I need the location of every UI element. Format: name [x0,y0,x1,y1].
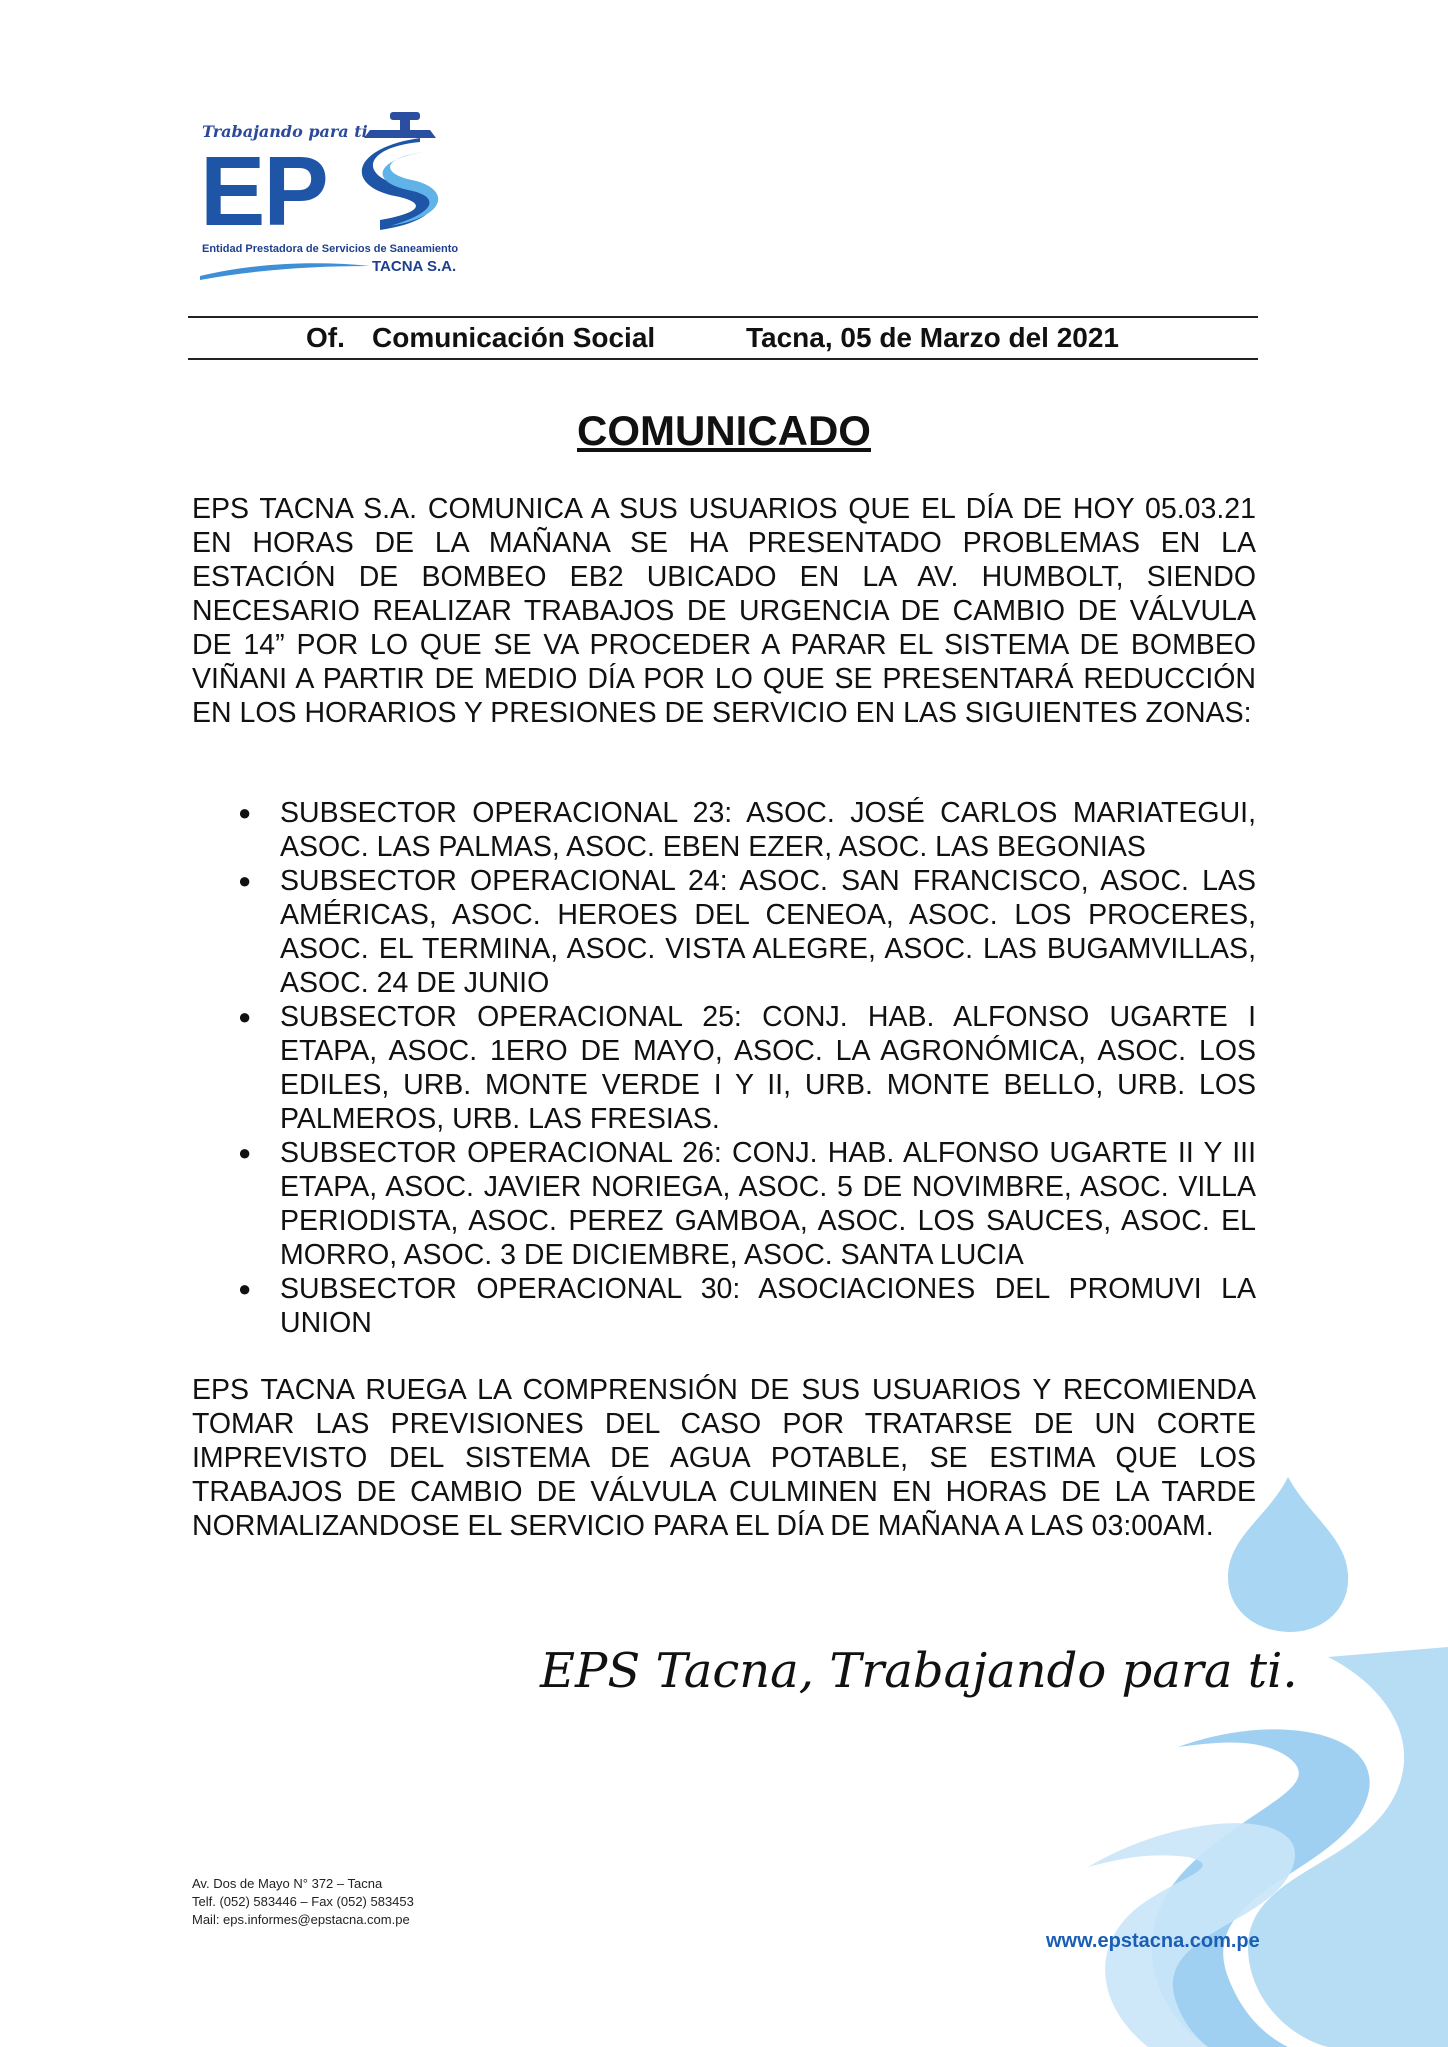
logo-tagline: Trabajando para ti [202,122,368,141]
logo-mark: EP [200,136,327,246]
list-item [192,796,1256,864]
bullet-icon: ● [238,1004,252,1029]
page-title: COMUNICADO [577,407,871,454]
logo-company: TACNA S.A. [372,258,457,275]
list-item [192,1000,1256,1136]
zone-text: SUBSECTOR OPERACIONAL 30: ASOCIACIONES DEL PROMUVI LA UNION [280,1273,1256,1339]
department: Comunicación Social [372,322,656,353]
footer-contact [192,1875,414,1929]
list-item [192,1272,1256,1340]
zones-list [192,796,1256,1340]
intro-paragraph: EPS TACNA S.A. COMUNICA A SUS USUARIOS QUE EL DÍA DE HOY 05.03.21 EN HORAS DE LA MAÑANA SE HA PRESENTADO PROBLEMAS EN LA ESTACIÓN DE BOMBEO EB2 UBICADO EN LA AV. HUMBOLT, SIENDO NECESARIO REALIZAR TRABAJOS DE URGENCIA DE CAMBIO DE VÁLVULA DE 14” POR LO QUE SE VA PROCEDER A PARAR EL SISTEMA DE BOMBEO VIÑANI A PARTIR DE MEDIO DÍA POR LO QUE SE PRESENTARÁ REDUCCIÓN EN LOS HORARIOS Y PRESIONES DE SERVICIO EN LAS SIGUIENTES ZONAS: [192,493,1256,729]
zone-text: SUBSECTOR OPERACIONAL 23: ASOC. JOSÉ CARLOS MARIATEGUI, ASOC. LAS PALMAS, ASOC. EBEN EZER, ASOC. LAS BEGONIAS [280,797,1256,863]
bullet-icon: ● [238,868,252,893]
office-label: Of. [306,322,345,353]
zone-text: SUBSECTOR OPERACIONAL 25: CONJ. HAB. ALFONSO UGARTE I ETAPA, ASOC. 1ERO DE MAYO, ASOC. LA AGRONÓMICA, ASOC. LOS EDILES, URB. MONTE VERDE I Y II, URB. MONTE BELLO, URB. LOS PALMEROS, URB. LAS FRESIAS. [280,1001,1256,1135]
faucet-s-icon [350,108,460,238]
footer-address: Av. Dos de Mayo N° 372 – Tacna [192,1876,383,1891]
logo-subtitle: Entidad Prestadora de Servicios de Saneamiento [202,243,459,255]
closing-paragraph: EPS TACNA RUEGA LA COMPRENSIÓN DE SUS USUARIOS Y RECOMIENDA TOMAR LAS PREVISIONES DEL CASO POR TRATARSE DE UN CORTE IMPREVISTO DEL SISTEMA DE AGUA POTABLE, SE ESTIMA QUE LOS TRABAJOS DE CAMBIO DE VÁLVULA CULMINEN EN HORAS DE LA TARDE NORMALIZANDOSE EL SERVICIO PARA EL DÍA DE MAÑANA A LAS 03:00AM. [192,1374,1256,1542]
list-item [192,864,1256,1000]
zone-text: SUBSECTOR OPERACIONAL 24: ASOC. SAN FRANCISCO, ASOC. LAS AMÉRICAS, ASOC. HEROES DEL CENEOA, ASOC. LOS PROCERES, ASOC. EL TERMINA, ASOC. VISTA ALEGRE, ASOC. LAS BUGAMVILLAS, ASOC. 24 DE JUNIO [280,865,1256,999]
bullet-icon: ● [238,1276,252,1301]
website-link[interactable]: www.epstacna.com.pe [1046,1930,1260,1952]
date: Tacna, 05 de Marzo del 2021 [746,322,1119,353]
zone-text: SUBSECTOR OPERACIONAL 26: CONJ. HAB. ALFONSO UGARTE II Y III ETAPA, ASOC. JAVIER NORIEGA, ASOC. 5 DE NOVIMBRE, ASOC. VILLA PERIODISTA, ASOC. PEREZ GAMBOA, ASOC. LOS SAUCES, ASOC. EL MORRO, ASOC. 3 DE DICIEMBRE, ASOC. SANTA LUCIA [280,1137,1256,1271]
wave-icon [200,256,370,280]
bullet-icon: ● [238,1140,252,1165]
header-bottom-rule [188,358,1258,360]
bullet-icon: ● [238,800,252,825]
header-line [188,322,1258,358]
footer-mail: Mail: eps.informes@epstacna.com.pe [192,1912,410,1927]
slogan: EPS Tacna, Trabajando para ti. [540,1643,1298,1699]
list-item [192,1136,1256,1272]
footer-phone: Telf. (052) 583446 – Fax (052) 583453 [192,1894,414,1909]
header-top-rule [188,316,1258,318]
eps-logo [200,108,480,278]
